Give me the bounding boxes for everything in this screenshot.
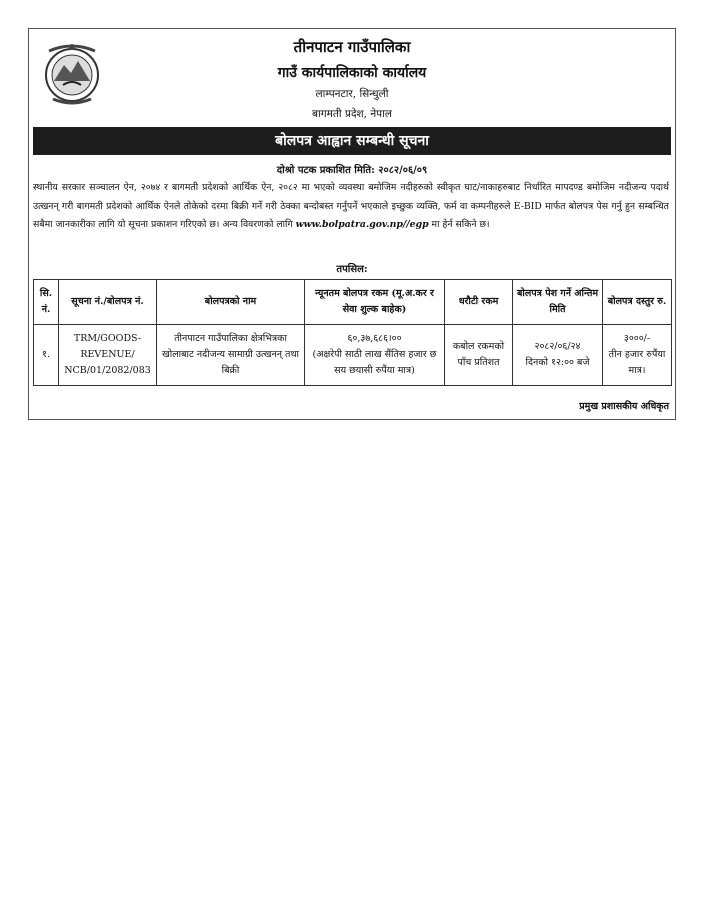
office-address: लाम्पनटार, सिन्धुली: [315, 88, 389, 100]
annex-label: तपसिल:: [336, 264, 368, 275]
header-notice-no: सूचना नं./बोलपत्र नं.: [59, 280, 157, 325]
cell-min-amount: [305, 325, 445, 386]
deadline-time: दिनको १२:०० बजे: [525, 357, 590, 368]
municipality-name: तीनपाटन गाउँपालिका: [293, 38, 411, 56]
deadline-date: २०८२/०६/२४: [534, 341, 581, 352]
header-deadline: बोलपत्र पेश गर्ने अन्तिम मिति: [513, 280, 603, 325]
header-name: बोलपत्रको नाम: [157, 280, 305, 325]
min-amount-figure: ६०,३७,६८६।००: [347, 333, 402, 344]
min-amount-words: (अक्षरेपी साठी लाख सैंतिस हजार छ सय छयासी रुपैंया मात्र): [312, 349, 437, 376]
egp-link[interactable]: www.bolpatra.gov.np//egp: [295, 219, 429, 230]
cell-deposit: कबोल रकमको पाँच प्रतिशत: [445, 325, 513, 386]
published-date: दोश्रो पटक प्रकाशित मिति: २०८२/०६/०९: [276, 165, 428, 176]
header-min-amount: न्यूनतम बोलपत्र रकम (मू.अ.कर र सेवा शुल्क बाहेक): [305, 280, 445, 325]
notice-body-end: मा हेर्न सकिने छ।: [431, 219, 490, 230]
notice-title: बोलपत्र आह्वान सम्बन्धी सूचना: [33, 127, 671, 155]
cell-deadline: [513, 325, 603, 386]
notice-frame: [28, 28, 676, 420]
notice-body-text: स्थानीय सरकार सञ्चालन ऐन, २०७४ र बागमती प्रदेशको आर्थिक ऐन, २०८२ मा भएको व्यवस्था बमोजिम नदीहरुको स्वीकृत घाट/नाकाहरुबाट निर्धारित मापदण्ड बमोजिम नदीजन्य पदार्थ उत्खनन् गरी बागमती प्रदेशको आर्थिक ऐनले तोकेको दरमा बिक्री गर्ने गरी ठेक्का बन्दोबस्त गर्नुपर्ने भएकाले इच्छुक व्यक्ति, फर्म वा कम्पनीहरुले E-BID मार्फत बोलपत्र पेस गर्नु हुन सम्बन्धित सबैमा जानकारीका लागि यो सूचना प्रकाशन गरिएको छ। अन्य विवरणको लागि: [33, 182, 669, 230]
cell-sn: १.: [34, 325, 59, 386]
signature: प्रमुख प्रशासकीय अधिकृत: [579, 401, 669, 412]
table-header-row: [34, 280, 672, 325]
cell-notice-no: TRM/GOODS-REVENUE/ NCB/01/2082/083: [59, 325, 157, 386]
province-name: बागमती प्रदेश, नेपाल: [312, 108, 392, 120]
fee-figure: ३०००/-: [623, 333, 651, 344]
fee-words: तीन हजार रुपैंया मात्र।: [608, 349, 666, 376]
cell-name: तीनपाटन गाउँपालिका क्षेत्रभित्रका खोलाबाट नदीजन्य सामाग्री उत्खनन् तथा बिक्री: [157, 325, 305, 386]
bid-table: [33, 279, 672, 386]
table-row: [34, 325, 672, 386]
office-name: गाउँ कार्यपालिकाको कार्यालय: [277, 65, 427, 81]
header-fee: बोलपत्र दस्तुर रु.: [603, 280, 672, 325]
header-sn: सि. नं.: [34, 280, 59, 325]
header-deposit: धरौटी रकम: [445, 280, 513, 325]
cell-fee: [603, 325, 672, 386]
notice-body: [33, 179, 669, 235]
